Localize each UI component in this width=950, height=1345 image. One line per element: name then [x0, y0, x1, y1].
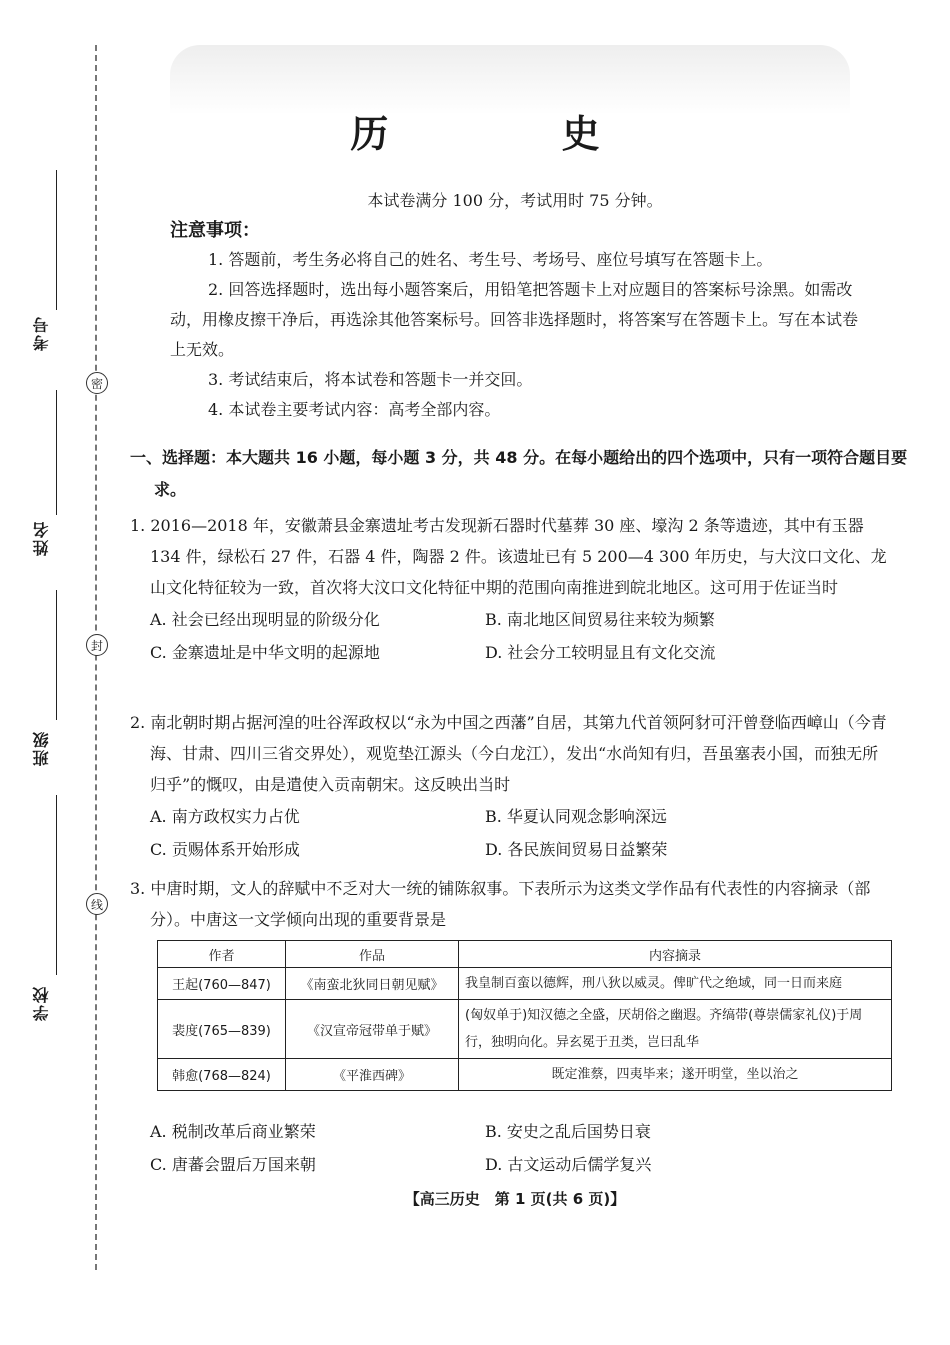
binding-dashed-line — [95, 45, 97, 1270]
option-list — [150, 603, 890, 669]
question-text: 2. 南北朝时期占据河湟的吐谷浑政权以“永为中国之西藩”自居，其第九代首领阿豺可汗曾登临西嶂山（今青海、甘肃、四川三省交界处），观览垫江源头（今白龙江），发出“水尚知有归，吾虽塞表小国，而独无所归乎”的慨叹，由是遣使入贡南朝宋。这反映出当时 — [130, 713, 887, 794]
binding-field-class[interactable] — [30, 590, 70, 790]
option-a[interactable]: A. 南方政权实力占优 — [150, 807, 300, 826]
table-cell: 我皇制百蛮以德辉，刑八狄以威灵。俾旷代之绝域，同一日而来庭 — [459, 968, 892, 1000]
option-d[interactable]: D. 各民族间贸易日益繁荣 — [485, 840, 668, 859]
binding-field-underline — [56, 795, 57, 975]
binding-field-name[interactable] — [30, 390, 70, 580]
page-title: 历 史 — [350, 112, 680, 156]
table-cell: 《汉宣帝冠带单于赋》 — [286, 1000, 459, 1059]
table-row — [158, 1059, 892, 1091]
option-c[interactable]: C. 金寨遗址是中华文明的起源地 — [150, 643, 380, 662]
table-header: 作者 — [158, 941, 286, 968]
binding-field-label: 学校 — [32, 985, 51, 1021]
binding-field-underline — [56, 390, 57, 515]
seal-char: 线 — [86, 893, 108, 915]
table-cell: 既定淮蔡，四夷毕来；遂开明堂，坐以治之 — [459, 1059, 892, 1091]
option-d[interactable]: D. 古文运动后儒学复兴 — [485, 1155, 652, 1174]
option-b[interactable]: B. 南北地区间贸易往来较为频繁 — [485, 610, 715, 629]
binding-field-school[interactable] — [30, 795, 70, 1025]
binding-field-underline — [56, 170, 57, 310]
option-c[interactable]: C. 唐蕃会盟后万国来朝 — [150, 1155, 316, 1174]
question-text: 1. 2016—2018 年，安徽萧县金寨遗址考古发现新石器时代墓葬 30 座、壕沟 2 条等遗迹，其中有玉器 134 件，绿松石 27 件，石器 4 件，陶器 2 件。该遗址已有 5 200—4 300 年历史，与大汶口文化、龙山文化特征较为一致，首次将大汶口文化特征中期的范围向南推进到皖北地区。这可用于佐证当时 — [130, 516, 887, 597]
binding-field-exam-number[interactable] — [30, 170, 70, 390]
notice-list — [170, 245, 870, 425]
table-row — [158, 968, 892, 1000]
option-list — [150, 800, 890, 866]
binding-field-label: 姓名 — [32, 520, 51, 556]
question-3-options — [130, 1115, 890, 1181]
table-cell: 韩愈(768—824) — [158, 1059, 286, 1091]
question-1 — [130, 510, 890, 669]
option-b[interactable]: B. 安史之乱后国势日衰 — [485, 1122, 651, 1141]
notice-heading: 注意事项： — [170, 220, 260, 241]
question-text: 3. 中唐时期，文人的辞赋中不乏对大一统的铺陈叙事。下表所示为这类文学作品有代表性的内容摘录（部分）。中唐这一文学倾向出现的重要背景是 — [130, 879, 871, 929]
notice-item: 2. 回答选择题时，选出每小题答案后，用铅笔把答题卡上对应题目的答案标号涂黑。如需改动，用橡皮擦干净后，再选涂其他答案标号。回答非选择题时，将答案写在答题卡上。写在本试卷上无效。 — [170, 280, 859, 359]
question-3 — [130, 873, 890, 935]
table-header-row — [158, 941, 892, 968]
seal-char: 封 — [86, 634, 108, 656]
option-list — [150, 1115, 890, 1181]
table-cell: 裴度(765—839) — [158, 1000, 286, 1059]
table-header: 内容摘录 — [459, 941, 892, 968]
option-a[interactable]: A. 税制改革后商业繁荣 — [150, 1122, 316, 1141]
option-c[interactable]: C. 贡赐体系开始形成 — [150, 840, 300, 859]
binding-field-label: 考号 — [32, 315, 51, 351]
table-cell: (匈奴单于)知汉德之全盛，厌胡俗之幽遐。齐缟带(尊崇儒家礼仪)于周行，独明向化。异玄冕于丑类，岂曰乱华 — [459, 1000, 892, 1059]
table-row — [158, 1000, 892, 1059]
question-2 — [130, 707, 890, 866]
binding-field-label: 班级 — [32, 730, 51, 766]
table-cell: 《平淮西碑》 — [286, 1059, 459, 1091]
table-header: 作品 — [286, 941, 459, 968]
binding-field-underline — [56, 590, 57, 720]
option-b[interactable]: B. 华夏认同观念影响深远 — [485, 807, 667, 826]
notice-item: 4. 本试卷主要考试内容：高考全部内容。 — [208, 400, 501, 419]
excerpt-table — [157, 940, 892, 1091]
seal-char: 密 — [86, 372, 108, 394]
exam-info: 本试卷满分 100 分，考试用时 75 分钟。 — [367, 191, 663, 210]
notice-item: 3. 考试结束后，将本试卷和答题卡一并交回。 — [208, 370, 533, 389]
option-d[interactable]: D. 社会分工较明显且有文化交流 — [485, 643, 716, 662]
option-a[interactable]: A. 社会已经出现明显的阶级分化 — [150, 610, 380, 629]
table-cell: 《南蛮北狄同日朝见赋》 — [286, 968, 459, 1000]
notice-item: 1. 答题前，考生务必将自己的姓名、考生号、考场号、座位号填写在答题卡上。 — [208, 250, 773, 269]
page-footer: 【高三历史 第 1 页(共 6 页)】 — [404, 1190, 626, 1208]
table-cell: 王起(760—847) — [158, 968, 286, 1000]
section-heading: 一、选择题：本大题共 16 小题，每小题 3 分，共 48 分。在每小题给出的四个选项中，只有一项符合题目要求。 — [130, 448, 908, 499]
